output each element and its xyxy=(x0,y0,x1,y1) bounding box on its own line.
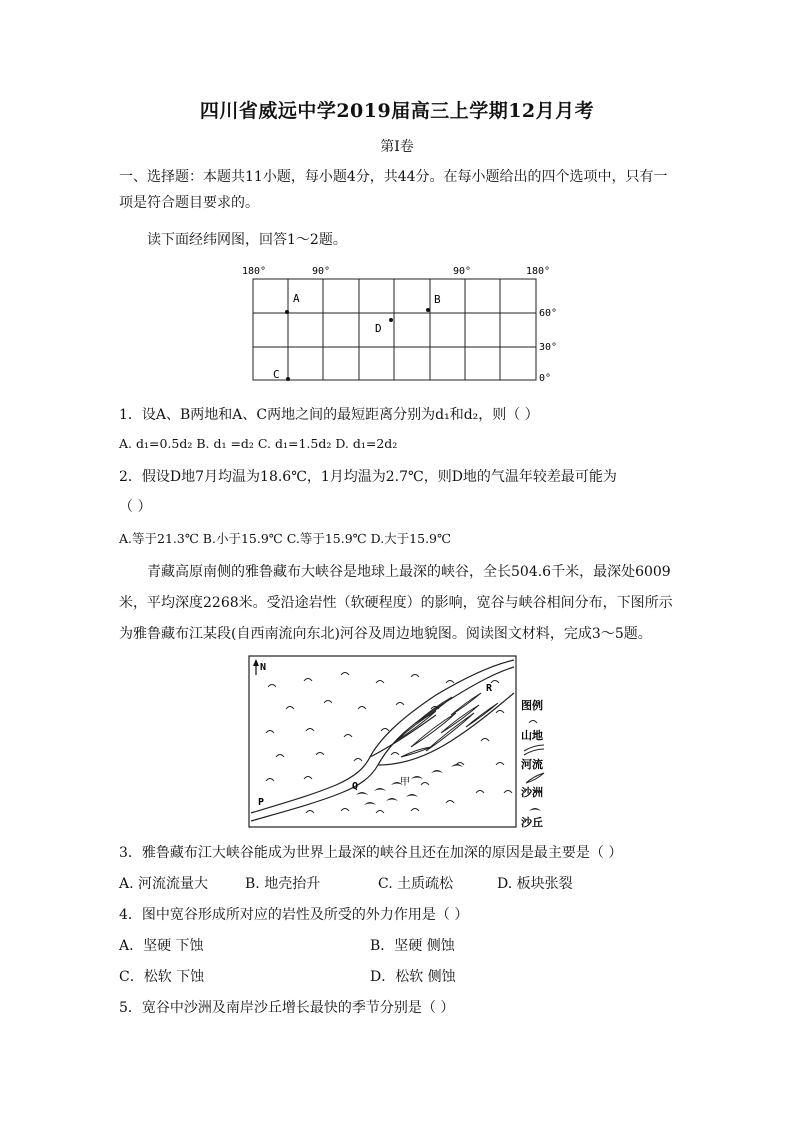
lon-label-90-left: 90° xyxy=(312,266,331,277)
lon-label-90-right: 90° xyxy=(453,266,472,277)
point-b-label: B xyxy=(434,293,441,306)
point-d-dot xyxy=(389,318,393,322)
section-intro-line2: 项是符合题目要求的。 xyxy=(119,195,259,211)
north-arrow-head xyxy=(253,659,259,666)
legend-river-symbol xyxy=(524,745,544,755)
q2-stem-line1: 2．假设D地7月均温为18.6℃，1月均温为2.7℃，则D地的气温年较差最可能为 xyxy=(119,469,617,485)
q5-stem: 5．宽谷中沙洲及南岸沙丘增长最快的季节分别是（ ） xyxy=(119,1000,455,1016)
q1-2-intro: 读下面经纬网图，回答1～2题。 xyxy=(147,232,347,248)
point-d-label: D xyxy=(375,322,382,335)
legend-river: 河流 xyxy=(521,758,543,771)
point-a-label: A xyxy=(293,292,300,305)
section-intro-line1: 一、选择题：本题共11小题，每小题4分，共44分。在每小题给出的四个选项中，只有一 xyxy=(119,169,668,185)
map-label-q: Q xyxy=(352,781,359,792)
q1-stem: 1．设A、B两地和A、C两地之间的最短距离分别为d₁和d₂，则（ ） xyxy=(119,407,539,423)
q4-stem: 4．图中宽谷形成所对应的岩性及所受的外力作用是（ ） xyxy=(119,907,469,923)
map-label-p: P xyxy=(258,797,265,808)
q3-option-b: B. 地壳抬升 xyxy=(245,876,321,892)
map-label-jia: 甲 xyxy=(400,777,410,788)
legend-mountain-symbol xyxy=(529,721,537,724)
mountain-symbols xyxy=(266,673,512,814)
point-c-dot xyxy=(286,377,290,381)
landform-map xyxy=(246,653,556,831)
lat-label-60: 60° xyxy=(539,308,558,319)
point-a-dot xyxy=(285,310,289,314)
q4-option-c: C．松软 下蚀 xyxy=(119,969,205,985)
graticule-figure xyxy=(240,262,570,386)
sandbars xyxy=(396,693,498,757)
part-label: 第Ⅰ卷 xyxy=(380,139,414,155)
point-c-label: C xyxy=(273,368,280,381)
q2-stem-line2: （ ） xyxy=(119,499,152,515)
q4-option-a: A．坚硬 下蚀 xyxy=(119,938,204,954)
passage-line1: 青藏高原南侧的雅鲁藏布大峡谷是地球上最深的峡谷，全长504.6千米，最深处6009 xyxy=(147,564,671,580)
q3-option-a: A. 河流流量大 xyxy=(119,876,209,892)
q3-option-d: D. 板块张裂 xyxy=(497,876,573,892)
lat-label-30: 30° xyxy=(539,342,558,353)
q1-options: A. d₁=0.5d₂ B. d₁ =d₂ C. d₁=1.5d₂ D. d₁=2d₂ xyxy=(119,436,398,451)
lat-label-0: 0° xyxy=(539,373,552,384)
river xyxy=(251,660,514,821)
lon-label-180-right: 180° xyxy=(526,266,551,277)
q3-option-c: C. 土质疏松 xyxy=(378,876,454,892)
q2-options: A.等于21.3℃ B.小于15.9℃ C.等于15.9℃ D.大于15.9℃ xyxy=(119,531,451,546)
passage-line2: 米，平均深度2268米。受沿途岩性（软硬程度）的影响，宽谷与峡谷相间分布，下图所示 xyxy=(119,595,673,611)
legend-sandbar: 沙洲 xyxy=(521,786,543,799)
page-title: 四川省威远中学2019届高三上学期12月月考 xyxy=(199,100,595,122)
passage-line3: 为雅鲁藏布江某段(自西南流向东北)河谷及周边地貌图。阅读图文材料，完成3～5题。 xyxy=(119,626,652,642)
legend-mountain: 山地 xyxy=(521,729,543,742)
legend-dune: 沙丘 xyxy=(521,816,543,829)
q3-stem: 3．雅鲁藏布江大峡谷能成为世界上最深的峡谷且还在加深的原因是最主要是（ ） xyxy=(119,845,623,861)
q4-option-d: D．松软 侧蚀 xyxy=(370,969,456,985)
legend-sandbar-symbol xyxy=(526,773,544,783)
map-label-r: R xyxy=(486,683,493,694)
north-label: N xyxy=(260,662,267,673)
q4-option-b: B．坚硬 侧蚀 xyxy=(370,938,455,954)
lon-label-180-left: 180° xyxy=(242,266,267,277)
legend-title: 图例 xyxy=(521,699,543,712)
point-b-dot xyxy=(426,308,430,312)
legend-dune-symbol xyxy=(529,808,541,811)
